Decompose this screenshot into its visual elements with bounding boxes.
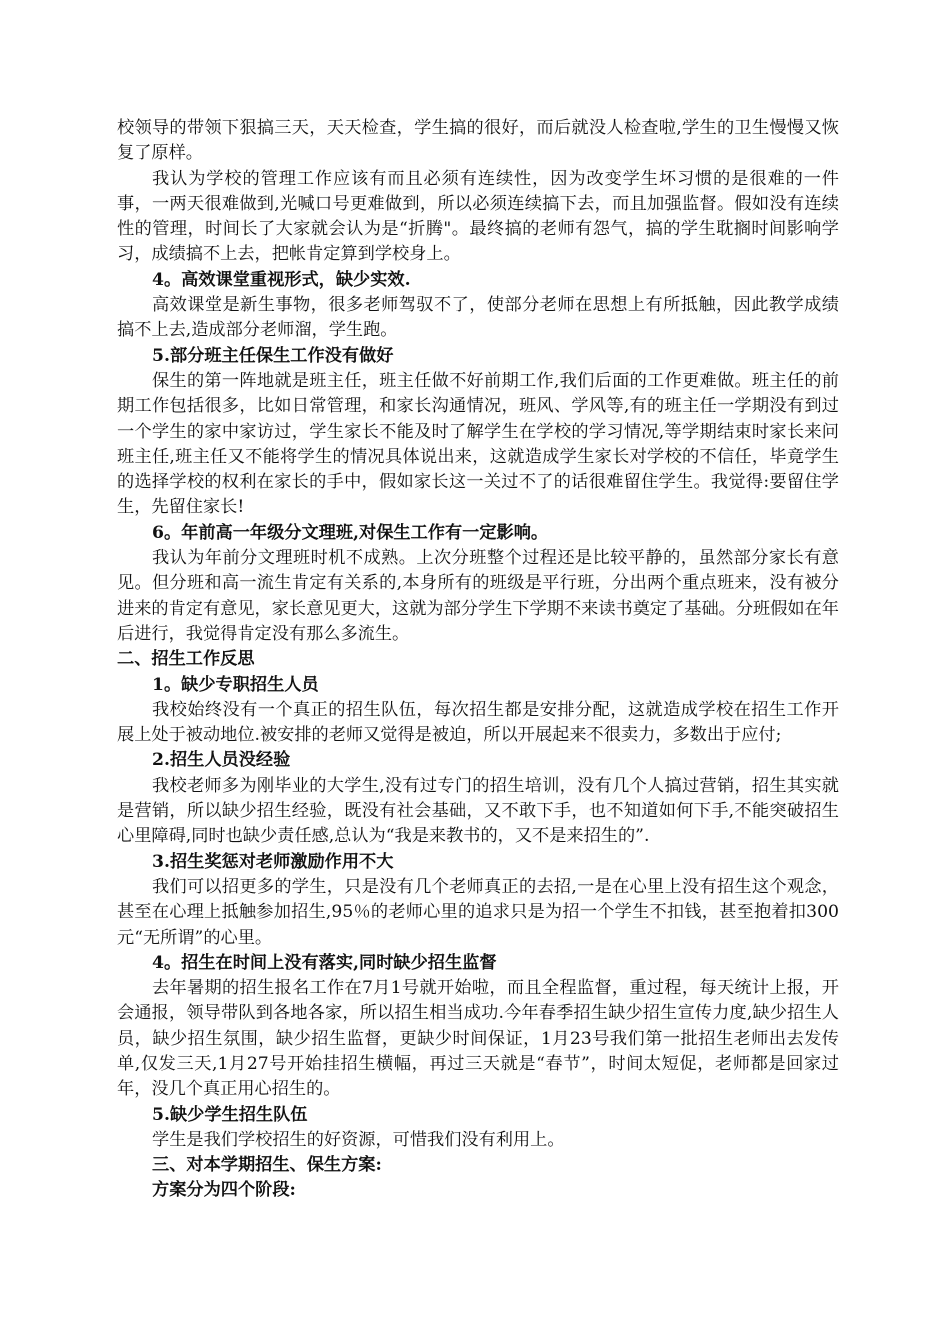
- section-heading: 4。高效课堂重视形式，缺少实效.: [152, 269, 411, 290]
- paragraph: 我们可以招更多的学生，只是没有几个老师真正的去招,一是在心里上没有招生这个观念，甚至在心理上抵触参加招生,95％的老师心里的追求只是为招一个学生不扣钱，甚至抱着扣300元“无所谓”的心里。: [117, 876, 839, 948]
- document-page: [117, 116, 839, 1204]
- section-heading: 6。年前高一年级分文理班,对保生工作有一定影响。: [152, 522, 549, 543]
- paragraph: 校领导的带领下狠搞三天，天天检查，学生搞的很好，而后就没人检查啦,学生的卫生慢慢又恢复了原样。: [117, 118, 839, 164]
- paragraph: 去年暑期的招生报名工作在7月1号就开始啦，而且全程监督，重过程，每天统计上报，开会通报，领导带队到各地各家，所以招生相当成功.今年春季招生缺少招生宣传力度,缺少招生人员，缺少招生氛围，缺少招生监督，更缺少时间保证，1月23号我们第一批招生老师出去发传单,仅发三天,1月27号开始挂招生横幅，再过三天就是“春节”，时间太短促，老师都是回家过年，没几个真正用心招生的。: [117, 978, 839, 1100]
- paragraph: 我认为年前分文理班时机不成熟。上次分班整个过程还是比较平静的，虽然部分家长有意见。但分班和高一流生肯定有关系的,本身所有的班级是平行班，分出两个重点班来，没有被分进来的肯定有意见，家长意见更大，这就为部分学生下学期不来读书奠定了基础。分班假如在年后进行，我觉得肯定没有那么多流生。: [117, 548, 839, 644]
- section-heading: 1。缺少专职招生人员: [152, 674, 319, 695]
- section-heading: 5.部分班主任保生工作没有做好: [152, 345, 394, 366]
- chapter-heading: 二、招生工作反思: [117, 649, 255, 670]
- paragraph: 高效课堂是新生事物，很多老师驾驭不了，使部分老师在思想上有所抵触，因此教学成绩搞不上去,造成部分老师溜，学生跑。: [117, 295, 839, 341]
- section-heading: 3.招生奖惩对老师激励作用不大: [152, 851, 394, 872]
- section-heading: 三、对本学期招生、保生方案:: [152, 1155, 382, 1176]
- section-heading: 4。招生在时间上没有落实,同时缺少招生监督: [152, 952, 497, 973]
- paragraph: 我认为学校的管理工作应该有而且必须有连续性，因为改变学生坏习惯的是很难的一件事，一两天很难做到,光喊口号更难做到，所以必须连续搞下去，而且加强监督。假如没有连续性的管理，时间长了大家就会认为是“折腾"。最终搞的老师有怨气，搞的学生耽搁时间影响学习，成绩搞不上去，把帐肯定算到学校身上。: [117, 168, 839, 265]
- section-heading: 5.缺少学生招生队伍: [152, 1104, 308, 1125]
- section-heading: 方案分为四个阶段:: [152, 1180, 296, 1201]
- paragraph: 学生是我们学校招生的好资源，可惜我们没有利用上。: [152, 1129, 565, 1150]
- paragraph: 保生的第一阵地就是班主任，班主任做不好前期工作,我们后面的工作更难做。班主任的前期工作包括很多，比如日常管理，和家长沟通情况，班风、学风等,有的班主任一学期没有到过一个学生的家中家访过，学生家长不能及时了解学生在学校的学习情况,等学期结束时家长来问班主任,班主任又不能将学生的情况具体说出来，这就造成学生家长对学校的不信任，毕竟学生的选择学校的权利在家长的手中，假如家长这一关过不了的话很难留住学生。我觉得:要留住学生，先留住家长!: [117, 370, 839, 518]
- section-heading: 2.招生人员没经验: [152, 750, 291, 771]
- paragraph: 我校始终没有一个真正的招生队伍，每次招生都是安排分配，这就造成学校在招生工作开展上处于被动地位.被安排的老师又觉得是被迫，所以开展起来不很卖力，多数出于应付;: [117, 699, 839, 746]
- paragraph: 我校老师多为刚毕业的大学生,没有过专门的招生培训，没有几个人搞过营销，招生其实就是营销，所以缺少招生经验，既没有社会基础，又不敢下手，也不知道如何下手,不能突破招生心里障碍,同时也缺少责任感,总认为“我是来教书的，又不是来招生的”.: [117, 775, 839, 847]
